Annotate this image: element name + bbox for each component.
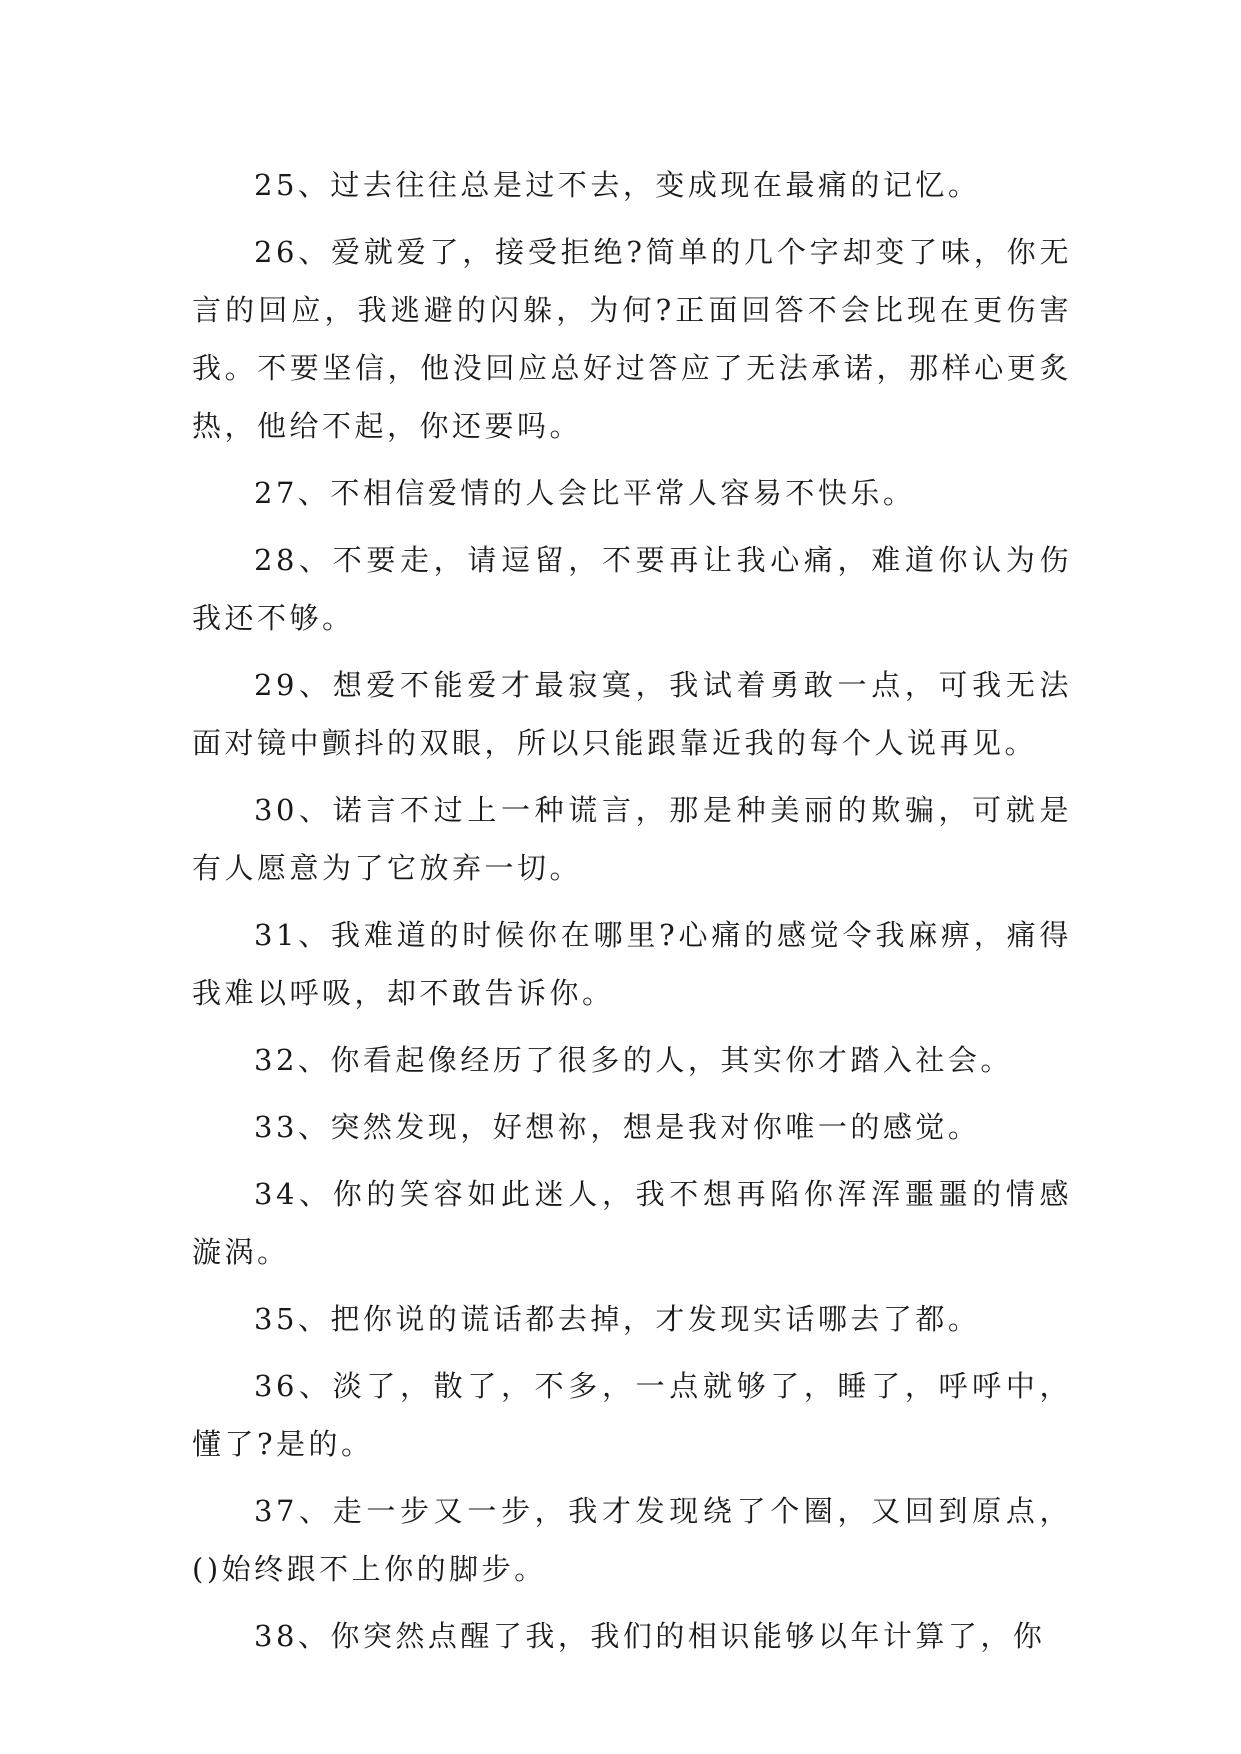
- paragraph-29: 29、想爱不能爱才最寂寞，我试着勇敢一点，可我无法面对镜中颤抖的双眼，所以只能跟靠近我的每个人说再见。: [192, 668, 1072, 760]
- paragraph-33: 33、突然发现，好想祢，想是我对你唯一的感觉。: [254, 1110, 981, 1144]
- paragraph-32: 32、你看起像经历了很多的人，其实你才踏入社会。: [254, 1043, 1013, 1077]
- paragraph-31: 31、我难道的时候你在哪里?心痛的感觉令我麻痹，痛得我难以呼吸，却不敢告诉你。: [192, 918, 1072, 1010]
- paragraph-30: 30、诺言不过上一种谎言，那是种美丽的欺骗，可就是有人愿意为了它放弃一切。: [192, 793, 1072, 885]
- document-body: [192, 156, 1072, 1674]
- paragraph-25: 25、过去往往总是过不去，变成现在最痛的记忆。: [254, 168, 981, 202]
- paragraph-26: 26、爱就爱了，接受拒绝?简单的几个字却变了味，你无言的回应，我逃避的闪躲，为何?正面回答不会比现在更伤害我。不要坚信，他没回应总好过答应了无法承诺，那样心更炙热，他给不起，你还要吗。: [192, 235, 1072, 443]
- paragraph-28: 28、不要走，请逗留，不要再让我心痛，难道你认为伤我还不够。: [192, 543, 1072, 635]
- paragraph-36: 36、淡了，散了，不多，一点就够了，睡了，呼呼中，懂了?是的。: [192, 1369, 1072, 1461]
- paragraph-34: 34、你的笑容如此迷人，我不想再陷你浑浑噩噩的情感漩涡。: [192, 1177, 1072, 1269]
- paragraph-38: 38、你突然点醒了我，我们的相识能够以年计算了，你: [254, 1619, 1046, 1653]
- paragraph-37: 37、走一步又一步，我才发现绕了个圈，又回到原点，()始终跟不上你的脚步。: [192, 1494, 1072, 1586]
- paragraph-35: 35、把你说的谎话都去掉，才发现实话哪去了都。: [254, 1302, 981, 1336]
- paragraph-27: 27、不相信爱情的人会比平常人容易不快乐。: [254, 476, 916, 510]
